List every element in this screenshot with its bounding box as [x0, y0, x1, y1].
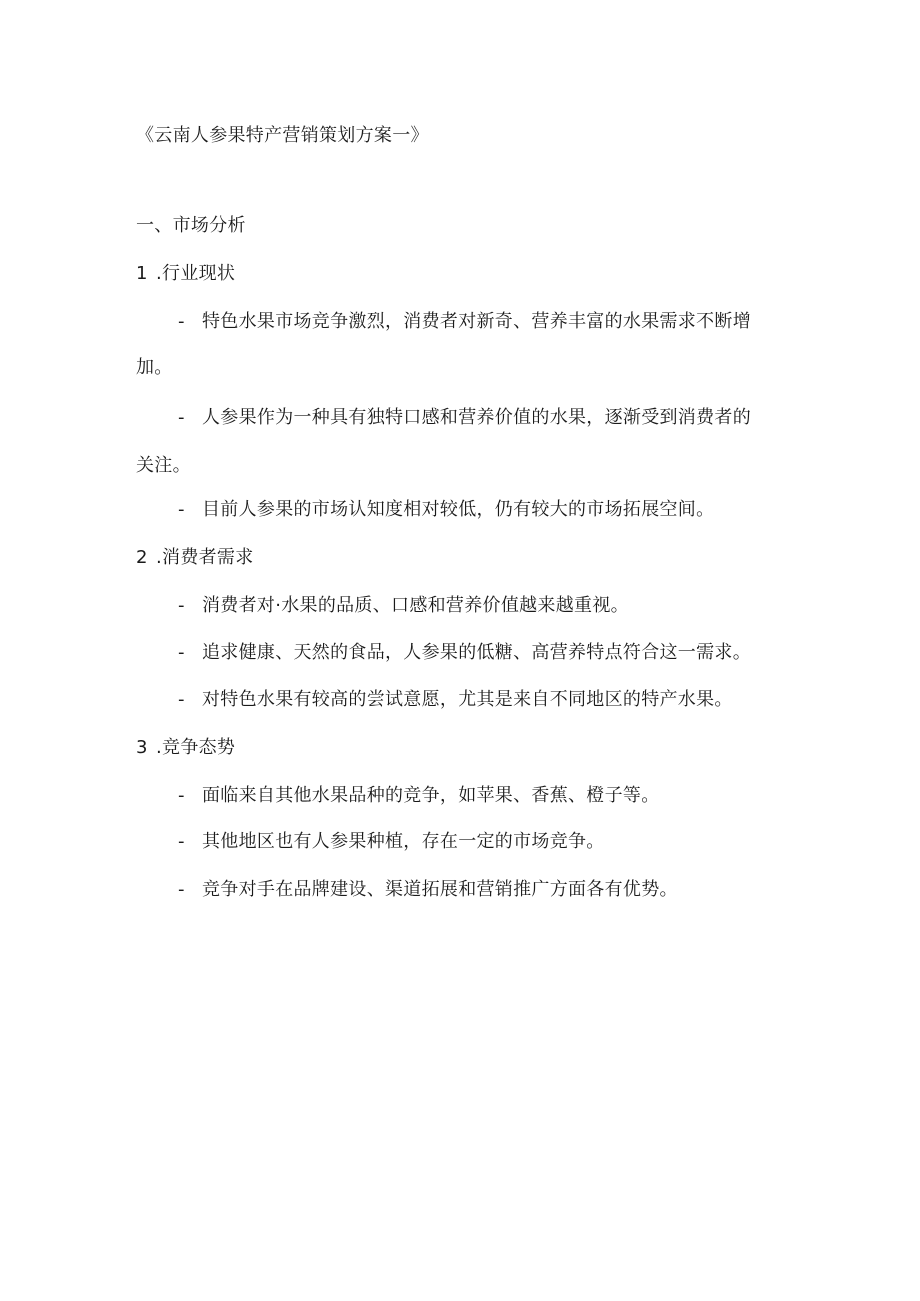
- bullet-text: 消费者对·水果的品质、口感和营养价值越来越重视。: [202, 595, 629, 616]
- bullet-item: [178, 878, 678, 902]
- bullet-text: 人参果作为一种具有独特口感和营养价值的水果，逐渐受到消费者的: [202, 407, 751, 428]
- document-title: 《云南人参果特产营销策划方案一》: [136, 125, 429, 146]
- subsection-label: .行业现状: [156, 263, 236, 284]
- bullet-item: [178, 641, 751, 665]
- bullet-dash: -: [178, 642, 185, 663]
- bullet-continuation: 加。: [136, 357, 173, 378]
- subsection-heading-industry: [136, 262, 235, 286]
- bullet-text: 对特色水果有较高的尝试意愿，尤其是来自不同地区的特产水果。: [202, 689, 733, 710]
- bullet-dash: -: [178, 785, 185, 806]
- subsection-label: .竞争态势: [156, 737, 236, 758]
- bullet-text: 其他地区也有人参果种植，存在一定的市场竞争。: [202, 831, 605, 852]
- bullet-dash: -: [178, 499, 185, 520]
- subsection-number: 1: [136, 263, 148, 284]
- bullet-text: 面临来自其他水果品种的竞争，如苹果、香蕉、橙子等。: [202, 785, 660, 806]
- bullet-item: [178, 406, 751, 430]
- subsection-heading-consumer-demand: [136, 546, 254, 570]
- bullet-item: [178, 830, 605, 854]
- bullet-item: [178, 498, 714, 522]
- subsection-label: .消费者需求: [156, 547, 254, 568]
- bullet-dash: -: [178, 689, 185, 710]
- bullet-text: 追求健康、天然的食品，人参果的低糖、高营养特点符合这一需求。: [202, 642, 751, 663]
- bullet-dash: -: [178, 595, 185, 616]
- bullet-item: [178, 594, 629, 618]
- bullet-item: [178, 784, 660, 808]
- subsection-number: 3: [136, 737, 148, 758]
- bullet-text: 特色水果市场竞争激烈，消费者对新奇、营养丰富的水果需求不断增: [202, 311, 751, 332]
- bullet-text: 目前人参果的市场认知度相对较低，仍有较大的市场拓展空间。: [202, 499, 715, 520]
- bullet-dash: -: [178, 311, 185, 332]
- bullet-dash: -: [178, 831, 185, 852]
- subsection-heading-competition: [136, 736, 235, 760]
- subsection-number: 2: [136, 547, 148, 568]
- bullet-continuation: 关注。: [136, 455, 191, 476]
- bullet-item: [178, 310, 751, 334]
- section-heading-market-analysis: 一、市场分析: [136, 215, 246, 236]
- bullet-item: [178, 688, 733, 712]
- bullet-text: 竞争对手在品牌建设、渠道拓展和营销推广方面各有优势。: [202, 879, 678, 900]
- bullet-dash: -: [178, 407, 185, 428]
- bullet-dash: -: [178, 879, 185, 900]
